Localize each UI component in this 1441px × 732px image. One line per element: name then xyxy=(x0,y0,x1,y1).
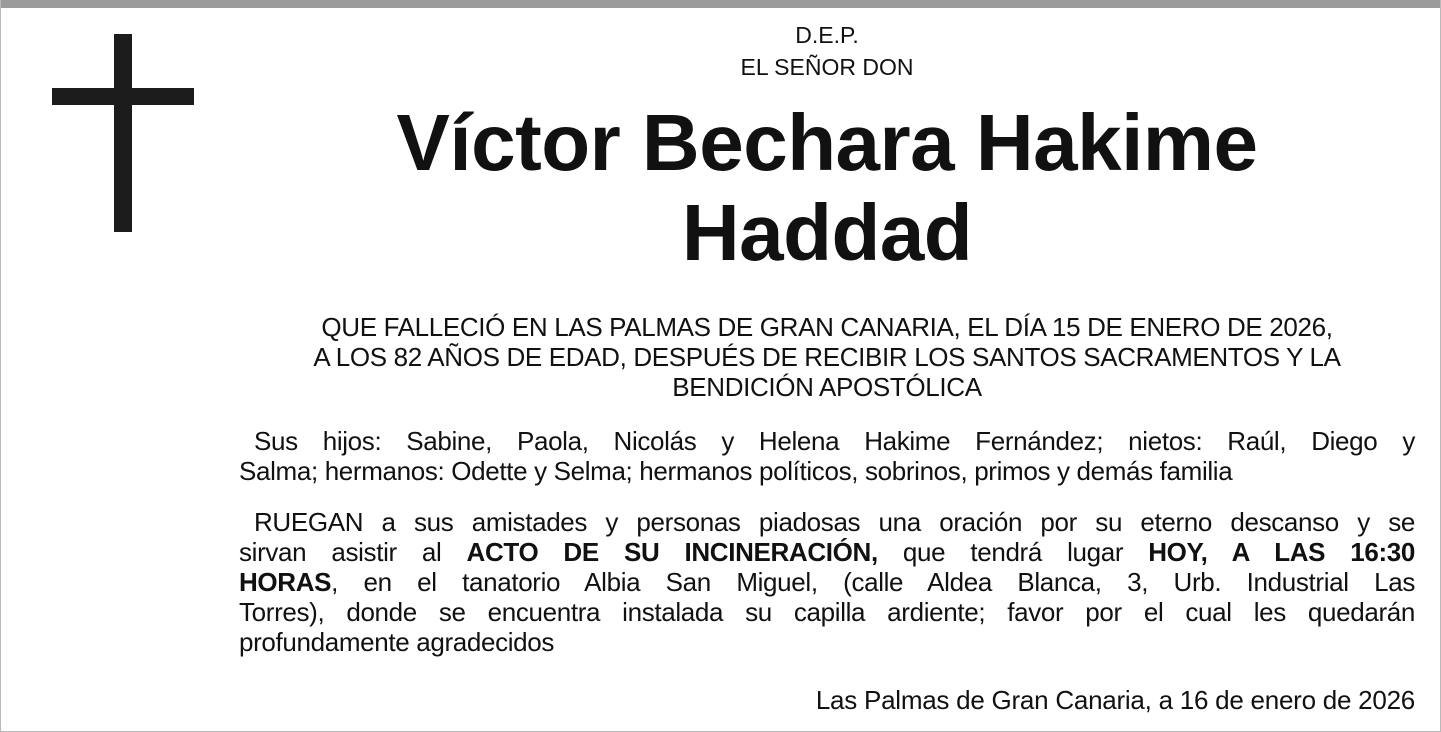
ceremony-time: HOY, A LAS 16:30 xyxy=(1148,537,1416,567)
deceased-name xyxy=(239,98,1415,278)
place-date: Las Palmas de Gran Canaria, a 16 de enero de 2026 xyxy=(815,685,1415,715)
family-line-2: Salma; hermanos: Odette y Selma; hermanos políticos, sobrinos, primos y demás familia xyxy=(239,456,1233,486)
cross-vertical-beam xyxy=(114,34,132,232)
death-statement xyxy=(239,312,1415,402)
deceased-name-line-2: Haddad xyxy=(681,188,973,277)
honorific-heading: EL SEÑOR DON xyxy=(740,54,914,80)
request-paragraph xyxy=(239,507,1415,657)
death-statement-line-1: QUE FALLECIÓ EN LAS PALMAS DE GRAN CANARIA, EL DÍA 15 DE ENERO DE 2026, xyxy=(321,312,1333,342)
request-line-2-middle: que tendrá lugar xyxy=(902,537,1124,567)
death-statement-line-2: A LOS 82 AÑOS DE EDAD, DESPUÉS DE RECIBIR LOS SANTOS SACRAMENTOS Y LA xyxy=(313,342,1341,372)
funeral-location-text: , en el tanatorio Albia San Miguel, (calle Aldea Blanca, 3, Urb. Industrial Las xyxy=(331,567,1415,597)
hours-label: HORAS xyxy=(239,567,332,597)
dep-heading: D.E.P. xyxy=(795,22,859,48)
cross-horizontal-beam xyxy=(52,88,194,105)
request-line-1: RUEGAN a sus amistades y personas piadosas una oración por su eterno descanso y se xyxy=(254,507,1415,537)
request-line-4: Torres), donde se encuentra instalada su capilla ardiente; favor por el cual les quedarán xyxy=(239,597,1415,627)
request-line-2 xyxy=(239,537,1415,567)
request-line-2-opening: sirvan asistir al xyxy=(239,537,442,567)
incineration-act: ACTO DE SU INCINERACIÓN, xyxy=(466,537,878,567)
family-paragraph xyxy=(239,426,1415,486)
family-line-1: Sus hijos: Sabine, Paola, Nicolás y Helena Hakime Fernández; nietos: Raúl, Diego y xyxy=(254,426,1415,456)
top-border-bar xyxy=(1,0,1440,8)
request-line-3 xyxy=(239,567,1415,597)
request-line-5: profundamente agradecidos xyxy=(239,627,555,657)
cross-icon xyxy=(52,34,194,232)
deceased-name-line-1: Víctor Bechara Hakime xyxy=(396,98,1258,187)
notice-header xyxy=(239,19,1415,83)
death-statement-line-3: BENDICIÓN APOSTÓLICA xyxy=(672,372,982,402)
